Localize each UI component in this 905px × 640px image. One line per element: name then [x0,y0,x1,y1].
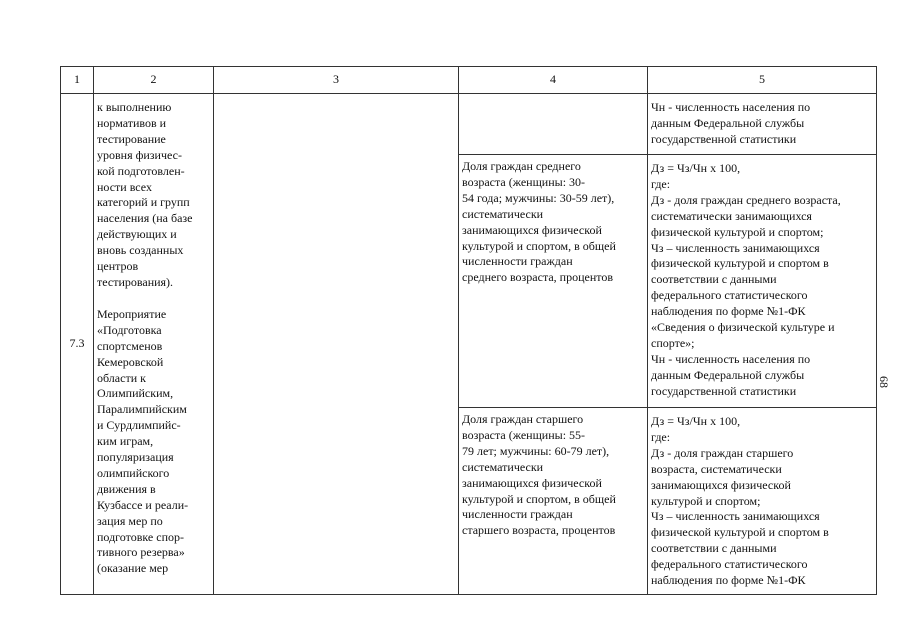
text-line: Дз = Чз/Чн х 100, [651,161,741,175]
indicator-cell-older-age [459,408,648,595]
formula-text-older-age [651,414,873,589]
text-line: области к [97,370,146,385]
text-line: Мероприятие [97,306,167,321]
text-line: Чз – численность занимающихся [651,509,820,524]
text-line: уровня физичес- [97,147,182,162]
empty-cell-col3 [214,94,459,595]
formula-text-middle-age [651,161,873,400]
text-line: «Подготовка [97,322,162,337]
text-line: тестирование [97,131,166,146]
text-line: подготовке спор- [97,529,184,544]
text-line: тивного резерва» [97,545,185,560]
text-line: федерального статистического [651,557,808,572]
text-line: соответствии с данными [651,541,777,556]
text-line: зация мер по [97,513,163,528]
text-line: численности граждан [462,254,573,269]
text-line: Чн - численность населения по [651,100,811,114]
text-line: Паралимпийским [97,402,187,417]
text-line: физической культурой и спортом в [651,525,829,540]
text-line: населения (на базе [97,211,193,226]
text-line: где: [651,429,671,444]
header-cell-4: 4 [459,67,648,94]
text-line: Кемеровской [97,354,164,369]
text-line: Чн - численность населения по [651,351,811,366]
text-line: систематически [462,459,544,474]
indicator-text-older-age [462,412,644,539]
text-line: спорте»; [651,335,695,350]
indicator-text-middle-age [462,159,644,286]
event-description-text [97,100,210,577]
text-line: 54 года; мужчины: 30-59 лет), [462,190,615,205]
text-line: физической культурой и спортом в [651,256,829,271]
text-line: государственной статистики [651,383,797,398]
text-line: движения в [97,481,156,496]
text-line: и Сурдлимпийс- [97,418,181,433]
text-line: кой подготовлен- [97,163,185,178]
formula-cell-older-age [648,408,877,595]
text-line: Доля граждан среднего [462,159,581,173]
blank-line [97,291,210,307]
text-line: ким играм, [97,434,154,449]
text-line: среднего возраста, процентов [462,270,614,285]
text-line: данным Федеральной службы [651,367,805,382]
table-row [61,94,877,155]
text-line: занимающихся физической [462,475,602,490]
text-line: наблюдения по форме №1-ФК [651,304,806,319]
text-line: занимающихся физической [462,222,602,237]
event-description-cell [94,94,214,595]
text-line: Дз - доля граждан среднего возраста, [651,192,841,207]
text-line: действующих и [97,227,177,242]
text-line: возраста, систематически [651,461,782,476]
header-cell-5: 5 [648,67,877,94]
text-line: спортсменов [97,338,163,353]
text-line: категорий и групп [97,195,190,210]
text-line: Дз - доля граждан старшего [651,445,794,460]
text-line: соответствии с данными [651,272,777,287]
text-line: федерального статистического [651,288,808,303]
text-line: старшего возраста, процентов [462,523,616,538]
text-line: систематически [462,206,544,221]
formula-text-row-a [651,100,873,148]
text-line: «Сведения о физической культуре и [651,320,835,335]
indicator-cell-middle-age [459,155,648,408]
text-line: Чз – численность занимающихся [651,240,820,255]
text-line: нормативов и [97,115,167,130]
text-line: возраста (женщины: 55- [462,427,586,442]
text-line: популяризация [97,450,174,465]
text-line: государственной статистики [651,131,797,146]
text-line: занимающихся физической [651,477,791,492]
text-line: физической культурой и спортом; [651,224,824,239]
empty-cell-col4 [459,94,648,155]
header-cell-1: 1 [61,67,94,94]
text-line: Доля граждан старшего [462,412,584,426]
table-header-row [61,67,877,94]
text-line: Кузбассе и реали- [97,497,189,512]
header-cell-2: 2 [94,67,214,94]
text-line: данным Федеральной службы [651,115,805,130]
text-line: Дз = Чз/Чн х 100, [651,414,741,428]
text-line: (оказание мер [97,561,169,576]
text-line: к выполнению [97,100,172,114]
text-line: систематически занимающихся [651,208,812,223]
text-line: центров [97,259,139,274]
document-table [60,66,877,595]
text-line: где: [651,176,671,191]
formula-cell-row-a [648,94,877,155]
text-line: культурой и спортом; [651,493,761,508]
header-cell-3: 3 [214,67,459,94]
page-number: 68 [877,376,891,388]
text-line: культурой и спортом, в общей [462,238,616,253]
text-line: 79 лет; мужчины: 60-79 лет), [462,443,610,458]
text-line: возраста (женщины: 30- [462,174,586,189]
text-line: ности всех [97,179,152,194]
text-line: численности граждан [462,507,573,522]
text-line: олимпийского [97,465,170,480]
text-line: культурой и спортом, в общей [462,491,616,506]
formula-cell-middle-age [648,155,877,408]
row-number: 7.3 [61,94,94,595]
text-line: тестирования). [97,274,174,289]
text-line: наблюдения по форме №1-ФК [651,573,806,588]
text-line: вновь созданных [97,243,184,258]
text-line: Олимпийским, [97,386,174,401]
